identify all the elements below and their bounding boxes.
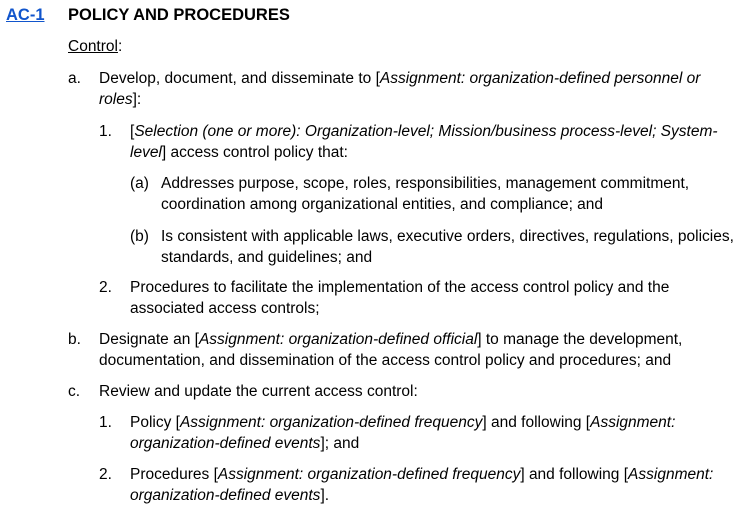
item-c2-line1: Procedures [Assignment: organization-defined frequency] and following [Assignment:	[130, 466, 714, 483]
item-c-line1: Review and update the current access control:	[99, 383, 418, 400]
item-c1-marker: 1.	[99, 414, 112, 431]
item-a1b-line1: Is consistent with applicable laws, executive orders, directives, regulations, policies,	[161, 228, 734, 245]
item-a1-marker: 1.	[99, 123, 112, 140]
item-c2-line2: organization-defined events].	[130, 487, 330, 504]
item-c1-line1: Policy [Assignment: organization-defined frequency] and following [Assignment:	[130, 414, 676, 431]
item-c-marker: c.	[68, 383, 81, 400]
item-a2-marker: 2.	[99, 279, 112, 296]
item-a1b-marker: (b)	[130, 228, 149, 245]
control-label: Control:	[68, 38, 123, 55]
item-b-line2: documentation, and dissemination of the access control policy and procedures; and	[99, 352, 672, 369]
control-title: POLICY AND PROCEDURES	[68, 6, 290, 24]
item-a1b-line2: standards, and guidelines; and	[161, 249, 373, 266]
item-c2-marker: 2.	[99, 466, 112, 483]
item-a-line1: Develop, document, and disseminate to [Assignment: organization-defined personnel or	[99, 70, 701, 87]
item-a2-line2: associated access controls;	[130, 300, 320, 317]
control-id-link[interactable]: AC-1	[6, 6, 45, 24]
item-c1-line2: organization-defined events]; and	[130, 435, 360, 452]
item-a-line2: roles]:	[99, 91, 142, 108]
item-a2-line1: Procedures to facilitate the implementation of the access control policy and the	[130, 279, 670, 296]
item-a1a-line2: coordination among organizational entities, and compliance; and	[161, 196, 604, 213]
item-a1-line2: level] access control policy that:	[130, 144, 348, 161]
item-a1a-marker: (a)	[130, 175, 149, 192]
item-b-marker: b.	[68, 331, 81, 348]
item-a1-line1: [Selection (one or more): Organization-level; Mission/business process-level; System-	[130, 123, 718, 140]
item-b-line1: Designate an [Assignment: organization-defined official] to manage the development,	[99, 331, 683, 348]
item-a1a-line1: Addresses purpose, scope, roles, responsibilities, management commitment,	[161, 175, 690, 192]
item-a-marker: a.	[68, 70, 81, 87]
